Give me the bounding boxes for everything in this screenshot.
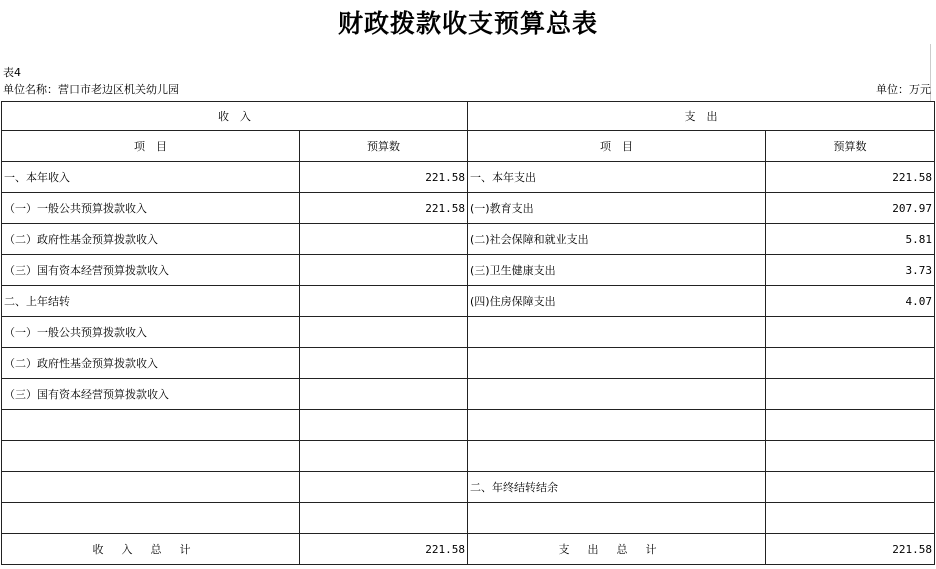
expense-value xyxy=(766,410,935,441)
income-value: 221.58 xyxy=(300,162,468,193)
table-row xyxy=(2,379,935,410)
income-budget-header: 预算数 xyxy=(300,131,468,162)
income-item xyxy=(2,503,300,534)
expense-item: (一)教育支出 xyxy=(468,193,766,224)
income-item: （二）政府性基金预算拨款收入 xyxy=(2,224,300,255)
expense-item: 一、本年支出 xyxy=(468,162,766,193)
expense-value: 4.07 xyxy=(766,286,935,317)
table-row xyxy=(2,503,935,534)
table-row xyxy=(2,410,935,441)
expense-item xyxy=(468,410,766,441)
expense-item xyxy=(468,317,766,348)
income-value xyxy=(300,441,468,472)
expense-value xyxy=(766,441,935,472)
expense-total-label: 支出总计 xyxy=(468,534,766,565)
expense-item xyxy=(468,503,766,534)
expense-value: 3.73 xyxy=(766,255,935,286)
expense-item xyxy=(468,441,766,472)
expense-value xyxy=(766,472,935,503)
expense-item-header: 项 目 xyxy=(468,131,766,162)
header-row-sections xyxy=(2,102,935,131)
expense-value: 221.58 xyxy=(766,162,935,193)
income-item xyxy=(2,410,300,441)
income-value: 221.58 xyxy=(300,193,468,224)
currency-unit: 单位：万元 xyxy=(876,83,931,96)
table-row xyxy=(2,193,935,224)
income-item xyxy=(2,441,300,472)
income-item: （三）国有资本经营预算拨款收入 xyxy=(2,379,300,410)
table-row xyxy=(2,472,935,503)
income-item-header: 项 目 xyxy=(2,131,300,162)
table-row xyxy=(2,317,935,348)
expense-value: 5.81 xyxy=(766,224,935,255)
page-title: 财政拨款收支预算总表 xyxy=(337,9,598,38)
table-row xyxy=(2,162,935,193)
expense-item: 二、年终结转结余 xyxy=(468,472,766,503)
budget-table xyxy=(1,101,935,565)
table-row xyxy=(2,286,935,317)
table-number: 表4 xyxy=(3,66,21,79)
expense-header: 支 出 xyxy=(468,102,935,131)
income-item: 一、本年收入 xyxy=(2,162,300,193)
expense-item xyxy=(468,379,766,410)
income-value xyxy=(300,410,468,441)
income-total-value: 221.58 xyxy=(300,534,468,565)
table-row xyxy=(2,255,935,286)
expense-item: (二)社会保障和就业支出 xyxy=(468,224,766,255)
income-item: （二）政府性基金预算拨款收入 xyxy=(2,348,300,379)
income-value xyxy=(300,348,468,379)
header-row-columns xyxy=(2,131,935,162)
expense-value xyxy=(766,348,935,379)
income-value xyxy=(300,503,468,534)
expense-value xyxy=(766,379,935,410)
expense-item xyxy=(468,348,766,379)
table-row xyxy=(2,224,935,255)
expense-value xyxy=(766,503,935,534)
income-header: 收 入 xyxy=(2,102,468,131)
expense-budget-header: 预算数 xyxy=(766,131,935,162)
expense-item: (三)卫生健康支出 xyxy=(468,255,766,286)
income-value xyxy=(300,255,468,286)
income-value xyxy=(300,286,468,317)
expense-value xyxy=(766,317,935,348)
income-item: 二、上年结转 xyxy=(2,286,300,317)
income-value xyxy=(300,224,468,255)
income-item: （一）一般公共预算拨款收入 xyxy=(2,317,300,348)
income-value xyxy=(300,379,468,410)
income-value xyxy=(300,317,468,348)
income-item: （三）国有资本经营预算拨款收入 xyxy=(2,255,300,286)
expense-value: 207.97 xyxy=(766,193,935,224)
expense-total-value: 221.58 xyxy=(766,534,935,565)
income-item xyxy=(2,472,300,503)
totals-row xyxy=(2,534,935,565)
income-value xyxy=(300,472,468,503)
table-row xyxy=(2,348,935,379)
unit-name: 单位名称：营口市老边区机关幼儿园 xyxy=(3,83,179,96)
income-total-label: 收入总计 xyxy=(2,534,300,565)
expense-item: (四)住房保障支出 xyxy=(468,286,766,317)
table-row xyxy=(2,441,935,472)
income-item: （一）一般公共预算拨款收入 xyxy=(2,193,300,224)
